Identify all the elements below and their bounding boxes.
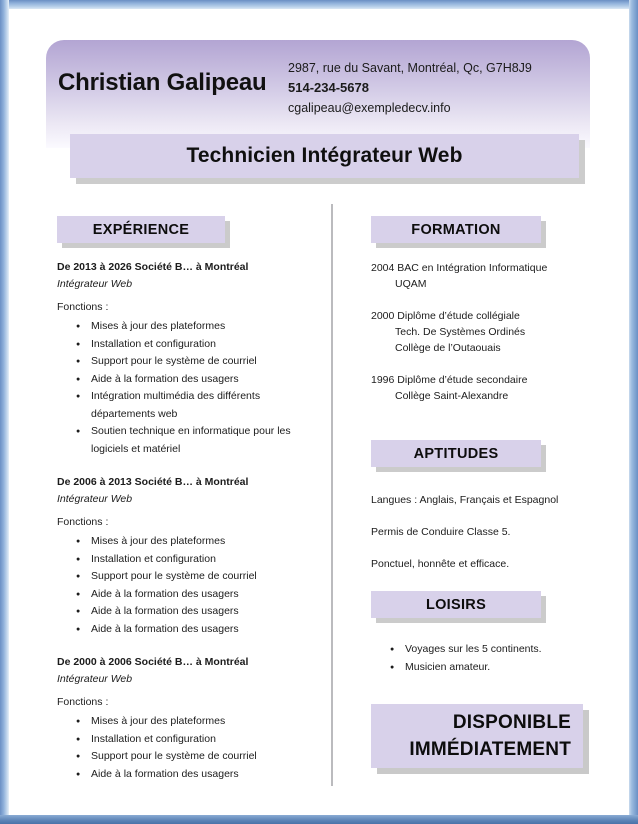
list-item: ● Mises à jour des plateformes xyxy=(91,713,319,731)
page-frame-right xyxy=(629,0,638,824)
formation-entry xyxy=(371,260,599,292)
aptitude-line: Ponctuel, honnête et efficace. xyxy=(371,558,510,570)
page-frame-left xyxy=(0,0,9,824)
list-item: ● Mises à jour des plateformes xyxy=(91,533,319,551)
experience-entry xyxy=(57,655,319,783)
list-item: ● Aide à la formation des usagers xyxy=(91,603,319,621)
availability-line-1: DISPONIBLE xyxy=(452,712,571,733)
experience-functions-label: Fonctions : xyxy=(57,301,109,313)
availability-line-2: IMMÉDIATEMENT xyxy=(409,739,571,760)
list-item: ● Aide à la formation des usagers xyxy=(91,766,319,784)
experience-task-list xyxy=(57,713,319,783)
formation-entry xyxy=(371,372,599,404)
page-frame-bottom xyxy=(0,815,638,824)
experience-period: De 2006 à 2013 Société B… à Montréal xyxy=(57,476,249,488)
contact-phone: 514-234-5678 xyxy=(288,80,369,95)
list-item: ● Aide à la formation des usagers xyxy=(91,621,319,639)
availability-box xyxy=(371,704,583,768)
formation-line: 2004 BAC en Intégration Informatique xyxy=(371,262,548,274)
contact-email: cgalipeau@exempledecv.info xyxy=(288,101,451,115)
list-item: ● Aide à la formation des usagers xyxy=(91,371,319,389)
experience-functions-label: Fonctions : xyxy=(57,516,109,528)
contact-address: 2987, rue du Savant, Montréal, Qc, G7H8J9 xyxy=(288,61,532,75)
experience-role: Intégrateur Web xyxy=(57,493,133,505)
aptitude-line: Permis de Conduire Classe 5. xyxy=(371,526,511,538)
experience-entry xyxy=(57,260,319,458)
aptitude-line: Langues : Anglais, Français et Espagnol xyxy=(371,494,559,506)
experience-role: Intégrateur Web xyxy=(57,673,133,685)
loisirs-body xyxy=(371,641,599,676)
list-item: ● Voyages sur les 5 continents. xyxy=(405,641,599,659)
experience-period: De 2000 à 2006 Société B… à Montréal xyxy=(57,656,249,668)
section-heading-formation xyxy=(371,216,541,243)
list-item: ● Support pour le système de courriel xyxy=(91,748,319,766)
formation-line: 2000 Diplôme d’étude collégiale xyxy=(371,310,520,322)
experience-entry xyxy=(57,475,319,638)
list-item: ● Intégration multimédia des différents départements web xyxy=(91,388,319,423)
loisirs-list xyxy=(371,641,599,676)
candidate-name: Christian Galipeau xyxy=(58,69,267,96)
formation-entry xyxy=(371,308,599,356)
job-title-text: Technicien Intégrateur Web xyxy=(186,144,463,167)
formation-line: Tech. De Systèmes Ordinés xyxy=(395,326,526,338)
formation-body xyxy=(371,260,599,420)
section-heading-aptitudes-label: APTITUDES xyxy=(413,445,499,462)
experience-functions-label: Fonctions : xyxy=(57,696,109,708)
list-item: ● Installation et configuration xyxy=(91,731,319,749)
list-item: ● Musicien amateur. xyxy=(405,659,599,677)
list-item: ● Installation et configuration xyxy=(91,551,319,569)
experience-task-list xyxy=(57,533,319,638)
formation-line: 1996 Diplôme d’étude secondaire xyxy=(371,374,528,386)
section-heading-aptitudes xyxy=(371,440,541,467)
list-item: ● Soutien technique en informatique pour les logiciels et matériel xyxy=(91,423,319,458)
experience-role: Intégrateur Web xyxy=(57,278,133,290)
page-frame-top xyxy=(0,0,638,9)
aptitudes-body xyxy=(371,492,599,588)
formation-line: Collège Saint-Alexandre xyxy=(395,390,509,402)
formation-line: Collège de l’Outaouais xyxy=(395,342,501,354)
section-heading-experience xyxy=(57,216,225,243)
section-heading-experience-label: EXPÉRIENCE xyxy=(92,221,190,238)
list-item: ● Support pour le système de courriel xyxy=(91,568,319,586)
list-item: ● Support pour le système de courriel xyxy=(91,353,319,371)
job-title-banner xyxy=(70,134,579,178)
experience-body xyxy=(57,260,319,800)
contact-block xyxy=(288,60,578,118)
formation-line: UQAM xyxy=(395,278,427,290)
section-heading-formation-label: FORMATION xyxy=(411,221,501,238)
list-item: ● Mises à jour des plateformes xyxy=(91,318,319,336)
list-item: ● Aide à la formation des usagers xyxy=(91,586,319,604)
list-item: ● Installation et configuration xyxy=(91,336,319,354)
section-heading-loisirs xyxy=(371,591,541,618)
column-divider xyxy=(331,204,333,786)
experience-task-list xyxy=(57,318,319,458)
experience-period: De 2013 à 2026 Société B… à Montréal xyxy=(57,261,249,273)
section-heading-loisirs-label: LOISIRS xyxy=(425,596,487,613)
